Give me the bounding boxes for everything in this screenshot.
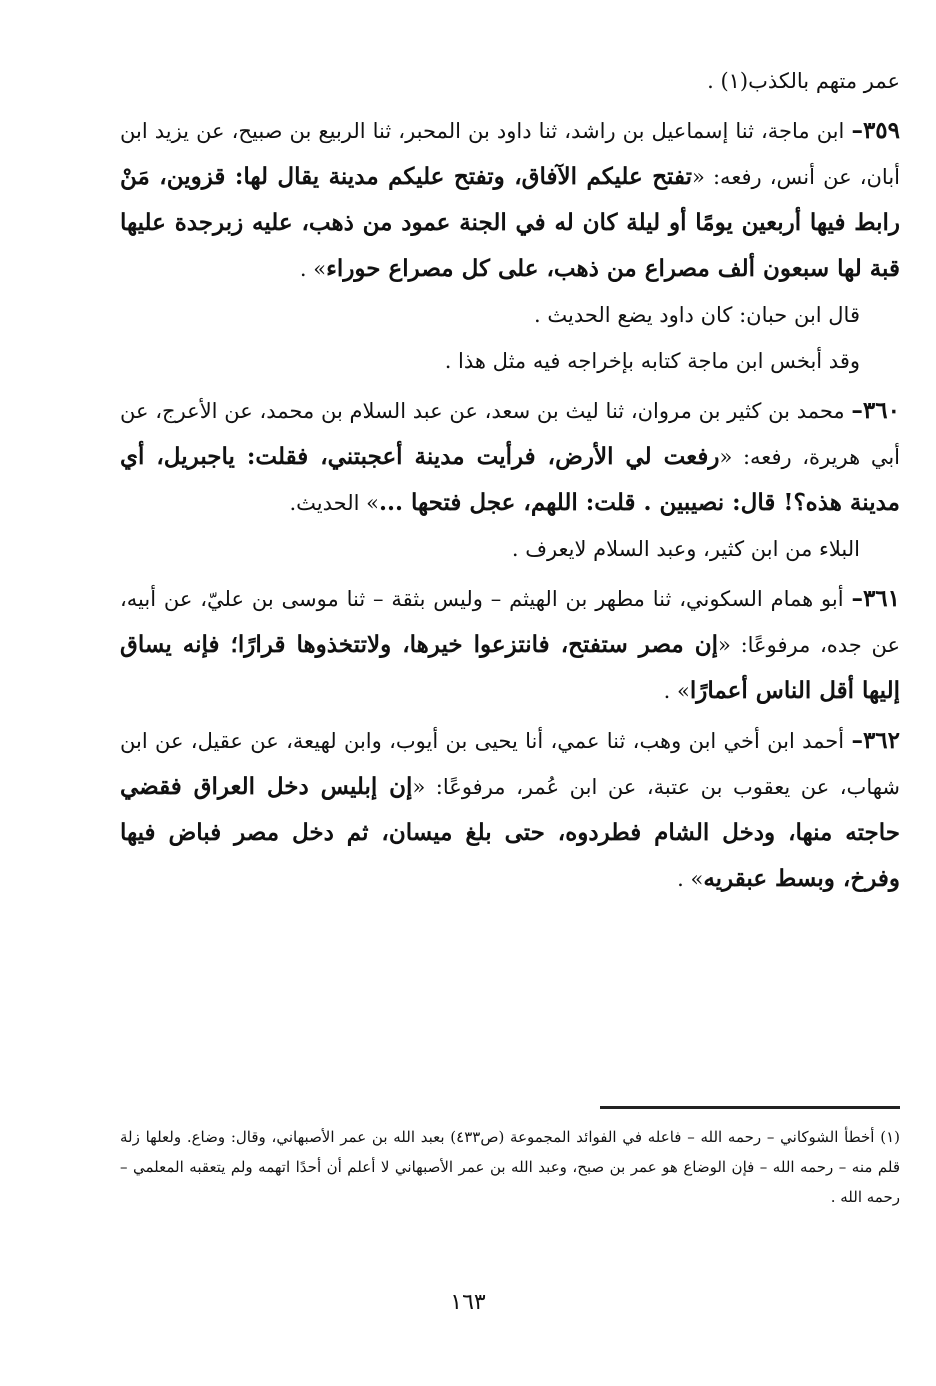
hadith-entry-359 [120,108,900,292]
footnote-1: (١) أخطأ الشوكاني – رحمه الله – فاعله في الفوائد المجموعة (ص٤٣٣) بعبد الله بن عمر الأصبهاني، وقال: وضاع. ولعلها زلة قلم منه – رحمه الله – فإن الوضاع هو عمر بن صبح، وعبد الله بن عمر الأصبهاني لا أعلم أن أحدًا اتهمه ولم يتعقبه المعلمي – رحمه الله . [120,1128,900,1206]
intro-line: عمر متهم بالكذب(١) . [707,69,900,93]
entry-matn: رفعت لي الأرض، فرأيت مدينة أعجبتني، فقلت: ياجبريل، أي مدينة هذه؟! قال: نصيبين . قلت: اللهم، عجل فتحها ... [120,443,900,516]
page-body [120,58,900,902]
entry-matn: إن مصر ستفتح، فانتزعوا خيرها، ولاتتخذوها قرارًا؛ فإنه يساق إليها أقل الناس أعمارًا [120,631,900,704]
entry-dash: – [851,117,863,144]
entry-isnad: أحمد ابن أخي ابن وهب، ثنا عمي، أنا يحيى بن أيوب، وابن لهيعة، عن عقيل، عن ابن شهاب، عن يعقوب بن عتبة، عن ابن عُمر، مرفوعًا: « [120,729,900,799]
footnote-divider [600,1106,900,1109]
entry-comment: وقد أبخس ابن ماجة كتابه بإخراجه فيه مثل هذا . [444,349,860,373]
hadith-entry-362 [120,718,900,902]
entry-isnad: ابن ماجة، ثنا إسماعيل بن راشد، ثنا داود بن المحبر، ثنا الربيع بن صبيح، عن يزيد ابن أبان، عن أنس، رفعه: « [120,119,900,189]
entry-dash: – [851,727,863,754]
hadith-entry-360 [120,388,900,526]
entry-comment: البلاء من ابن كثير، وعبد السلام لايعرف . [511,537,860,561]
entry-matn: تفتح عليكم الآفاق، وتفتح عليكم مدينة يقال لها: قزوين، مَنْ رابط فيها أربعين يومًا أو ليلة كان له في الجنة عمود من ذهب، عليه زبرجدة عليها قبة لها سبعون ألف مصراع من ذهب، على كل مصراع حوراء [120,163,900,282]
entry-close: » . [677,867,704,891]
entry-matn: إن إبليس دخل العراق فقضي حاجته منها، ودخل الشام فطردوه، حتى بلغ ميسان، ثم دخل مصر فباض فيها وفرخ، وبسط عبقريه [120,773,900,892]
entry-isnad: محمد بن كثير بن مروان، ثنا ليث بن سعد، عن عبد السلام بن محمد، عن الأعرج، عن أبي هريرة، رفعه: « [120,399,901,469]
entry-comment: قال ابن حبان: كان داود يضع الحديث . [534,303,860,327]
entry-number: ٣٦٠ [862,397,900,424]
page-number: ١٦٣ [450,1290,486,1315]
entry-dash: – [851,585,863,612]
entry-close: » . [299,257,327,281]
entry-number: ٣٦٢ [862,727,900,754]
hadith-entry-361 [120,576,900,714]
entry-number: ٣٥٩ [862,117,900,144]
entry-close: » . [663,679,690,703]
entry-dash: – [851,397,863,424]
entry-number: ٣٦١ [862,585,900,612]
entry-isnad: أبو همام السكوني، ثنا مطهر بن الهيثم – وليس بثقة – ثنا موسى بن عليّ، عن أبيه، عن جده، مرفوعًا: « [120,587,900,657]
entry-close: » الحديث. [289,491,379,515]
